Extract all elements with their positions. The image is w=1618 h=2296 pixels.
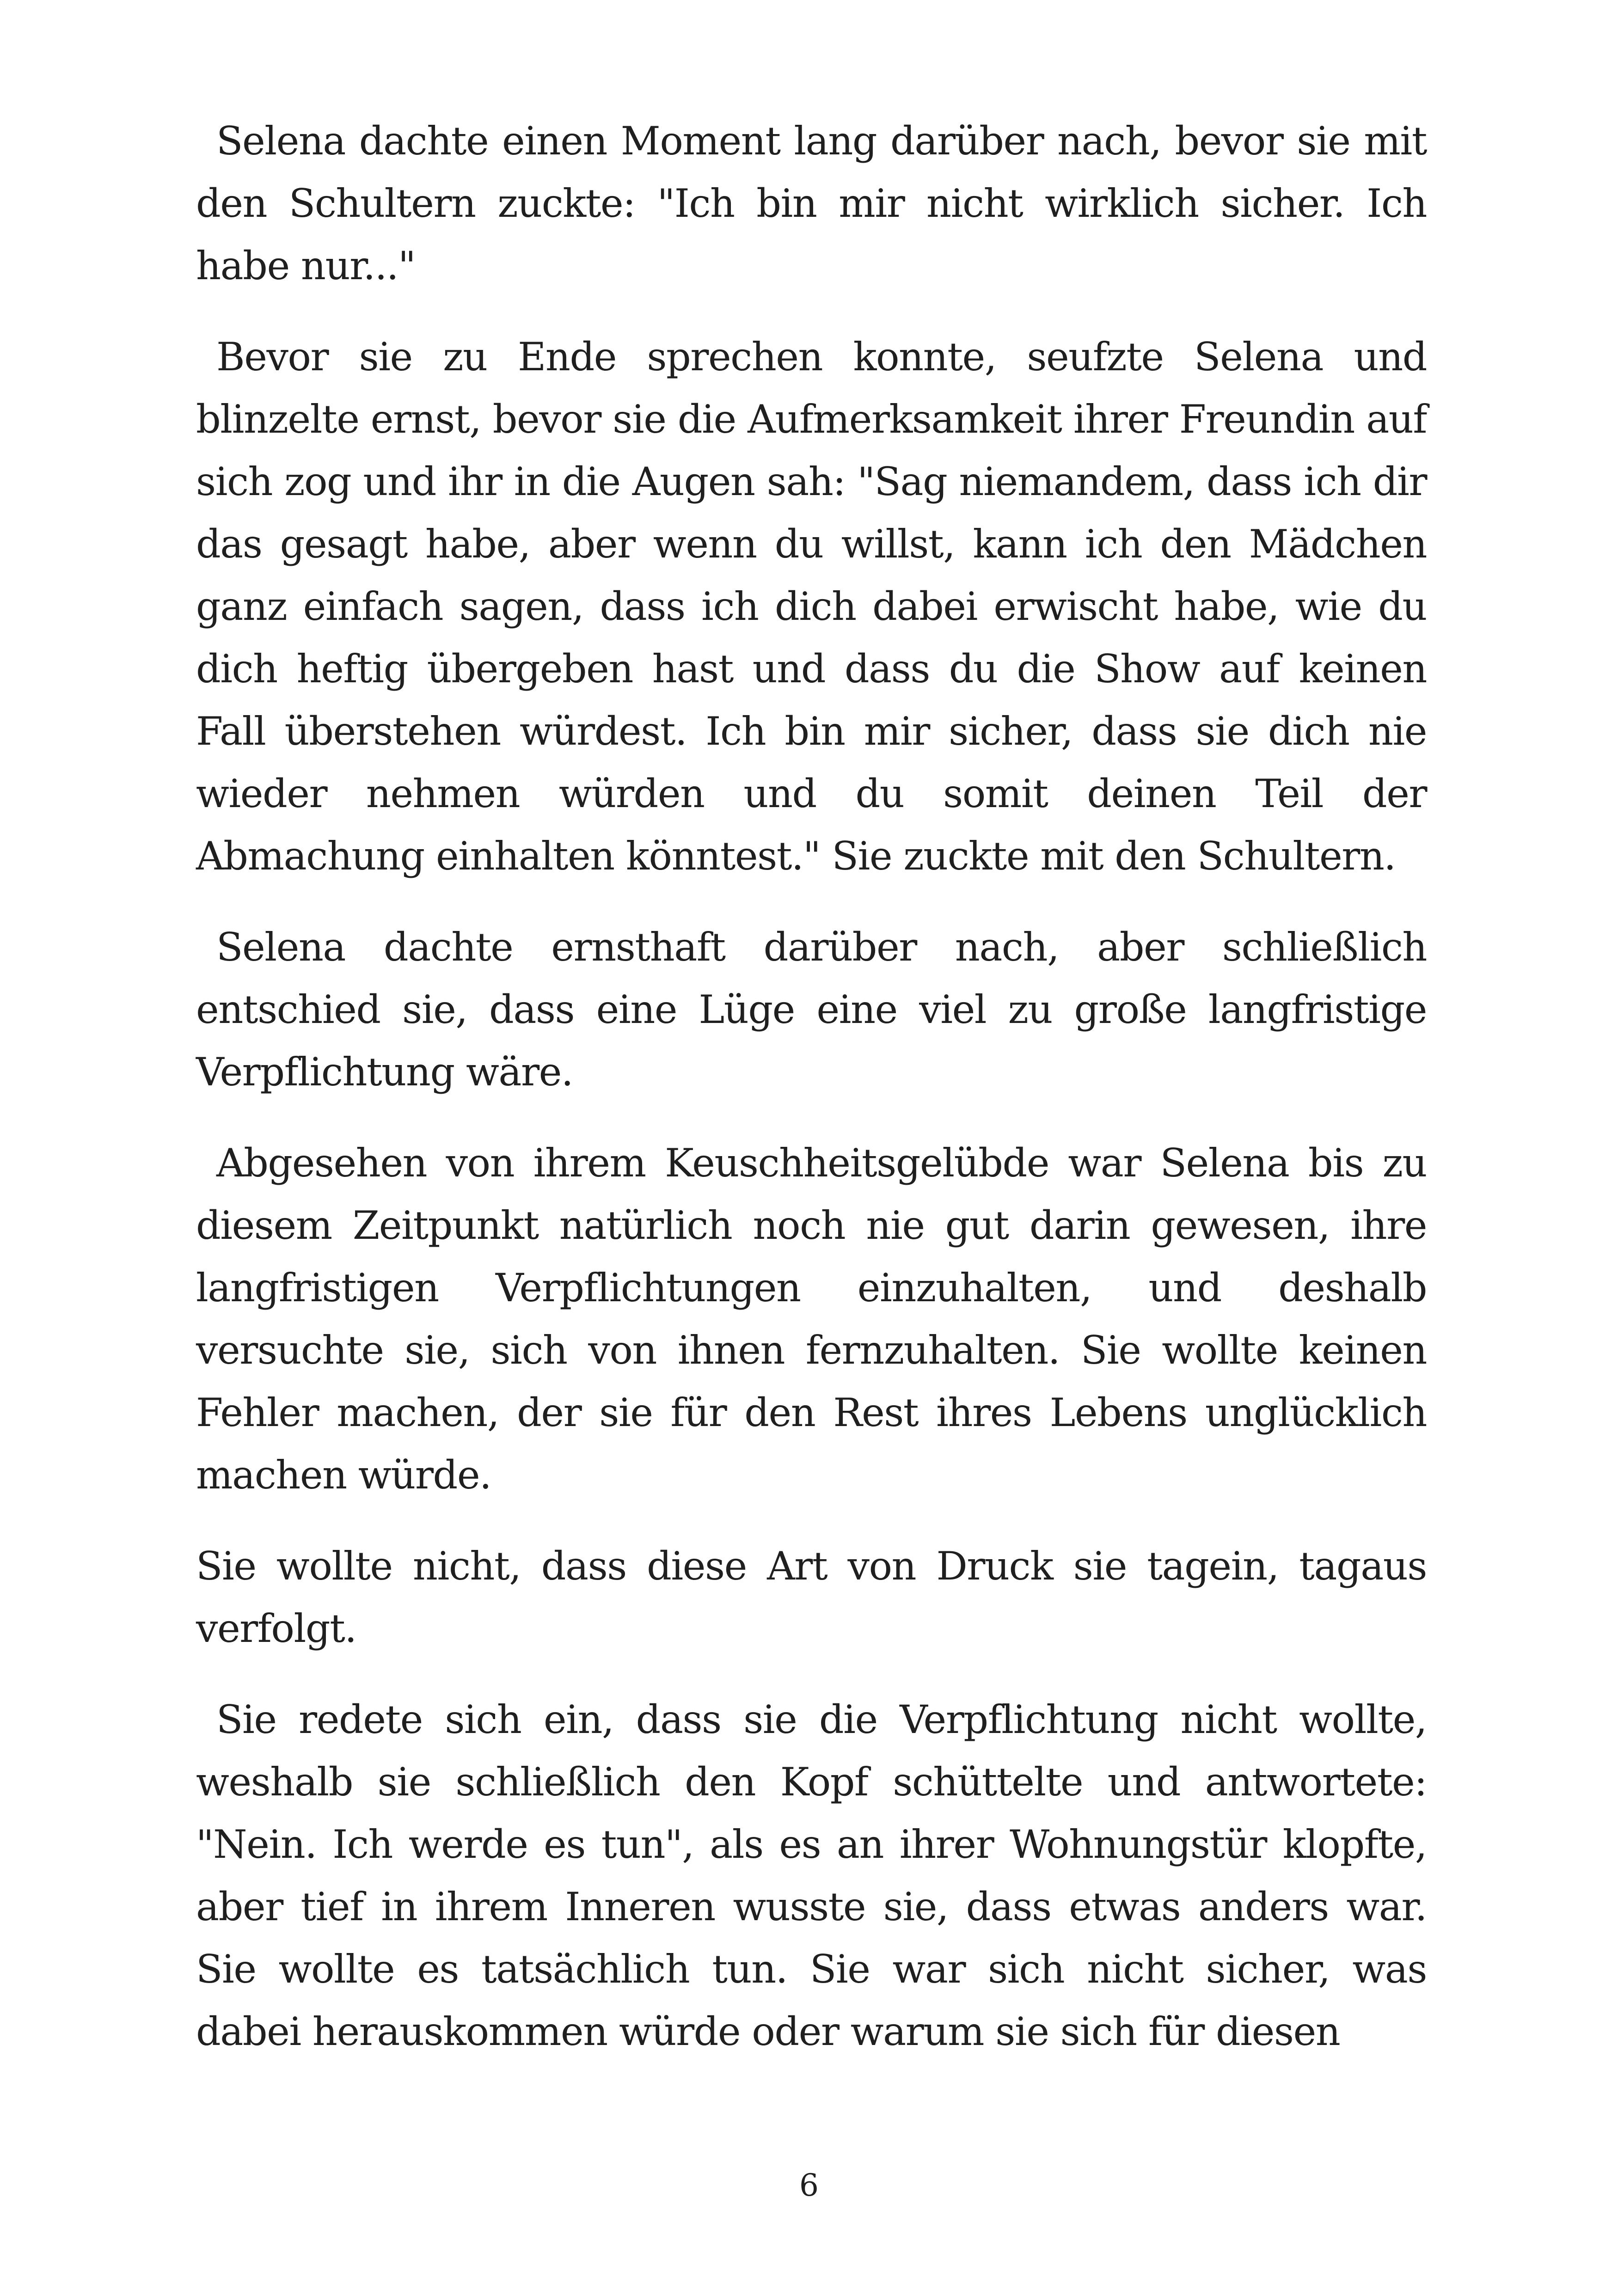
paragraph-1: Selena dachte einen Moment lang darüber nach, bevor sie mit den Schultern zuckte: "Ich bin mir nicht wirklich sicher. Ich habe nur..." — [196, 118, 1427, 288]
paragraph-4: Abgesehen von ihrem Keuschheitsgelübde war Selena bis zu diesem Zeitpunkt natürlich noch nie gut darin gewesen, ihre langfristigen Verpflichtungen einzuhalten, und deshalb versuchte sie, sich von ihnen fernzuhalten. Sie wollte keinen Fehler machen, der sie für den Rest ihres Lebens unglücklich machen würde. — [196, 1140, 1427, 1498]
paragraph-2: Bevor sie zu Ende sprechen konnte, seufzte Selena und blinzelte ernst, bevor sie die Aufmerksamkeit ihrer Freundin auf sich zog und ihr in die Augen sah: "Sag niemandem, dass ich dir das gesagt habe, aber wenn du willst, kann ich den Mädchen ganz einfach sagen, dass ich dich dabei erwischt habe, wie du dich heftig übergeben hast und dass du die Show auf keinen Fall überstehen würdest. Ich bin mir sicher, dass sie dich nie wieder nehmen würden und du somit deinen Teil der Abmachung einhalten könntest." Sie zuckte mit den Schultern. — [196, 334, 1427, 879]
paragraph-3: Selena dachte ernsthaft darüber nach, aber schließlich entschied sie, dass eine Lüge eine viel zu große langfristige Verpflichtung wäre. — [196, 925, 1427, 1095]
paragraph-6: Sie redete sich ein, dass sie die Verpflichtung nicht wollte, weshalb sie schließlich den Kopf schüttelte und antwortete: "Nein. Ich werde es tun", als es an ihrer Wohnungstür klopfte, aber tief in ihrem Inneren wusste sie, dass etwas anders war. Sie wollte es tatsächlich tun. Sie war sich nicht sicher, was dabei herauskommen würde oder warum sie sich für diesen — [196, 1697, 1427, 2054]
body-text — [196, 110, 1427, 2092]
paragraph-5: Sie wollte nicht, dass diese Art von Druck sie tagein, tagaus verfolgt. — [196, 1543, 1427, 1651]
page-number: 6 — [799, 2167, 819, 2203]
